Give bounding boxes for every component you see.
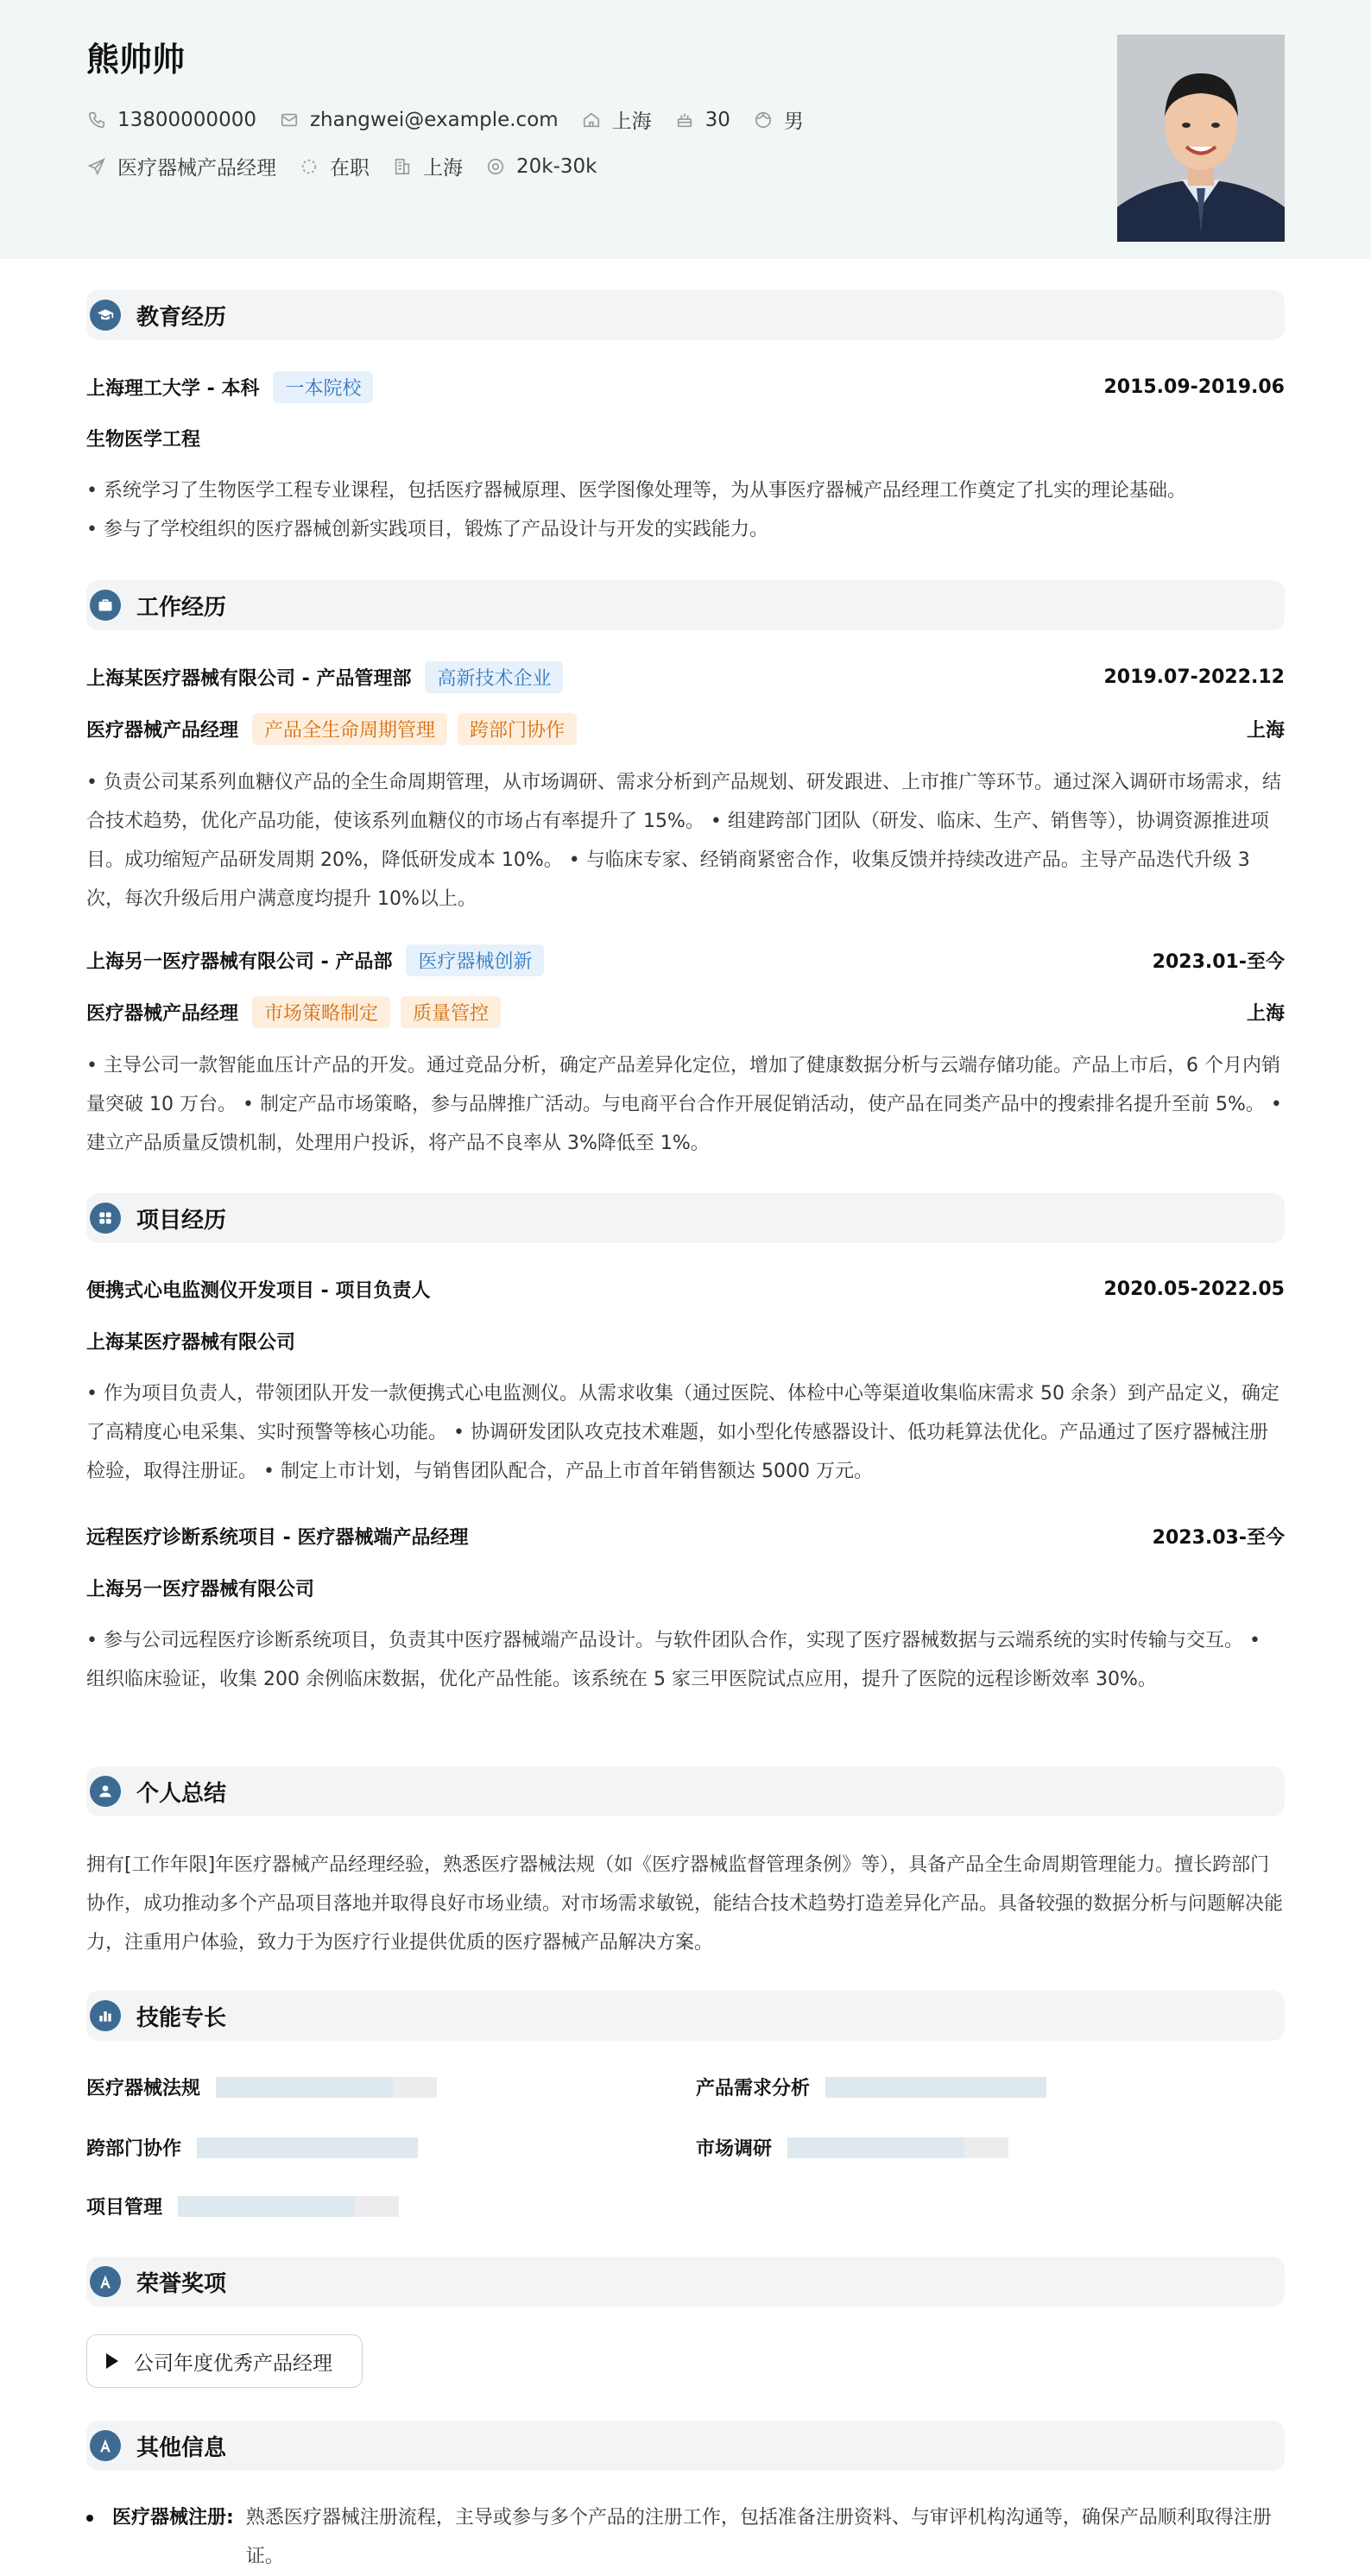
cake-icon	[674, 110, 695, 130]
major-row	[86, 425, 1285, 451]
company-tag: 高新技术企业	[425, 661, 563, 693]
skill-name: 医疗器械法规	[86, 2078, 201, 2099]
job-role-row	[86, 713, 1285, 745]
skill-bar	[178, 2196, 399, 2217]
home-icon	[581, 110, 602, 130]
phone-info	[86, 109, 256, 131]
project-description: • 作为项目负责人，带领团队开发一款便携式心电监测仪。从需求收集（通过医院、体检中心等渠道收集临床需求 50 余条）到产品定义，确定了高精度心电采集、实时预警等核心功能。 • 协调研发团队攻克技术难题，如小型化传感器设计、低功耗算法优化。产品通过了医疗器械注册检验，取得注册证。 • 制定上市计划，与销售团队配合，产品上市首年销售额达 5000 万元。	[86, 1383, 1279, 1482]
job-intent-row	[86, 152, 619, 180]
job-description: • 负责公司某系列血糖仪产品的全生命周期管理，从市场调研、需求分析到产品规划、研发跟进、上市推广等环节。通过深入调研市场需求，结合技术趋势，优化产品功能，使该系列血糖仪的市场占有率提升了 15%。 • 组建跨部门团队（研发、临床、生产、销售等），协调资源推进项目。成功缩短产品研发周期 20%，降低研发成本 10%。 • 与临床专家、经销商紧密合作，收集反馈并持续改进产品。主导产品迭代升级 3 次，每次升级后用户满意度均提升 10%以上。	[86, 772, 1281, 910]
other-section-header	[86, 2421, 1285, 2471]
loading-icon	[299, 156, 319, 177]
position-text: 医疗器械产品经理	[117, 157, 276, 180]
salary-info	[485, 155, 597, 178]
send-icon	[86, 156, 107, 177]
project-header	[86, 1276, 1285, 1303]
project-date: 2020.05-2022.05	[1103, 1279, 1285, 1300]
other-title: 其他信息	[136, 2434, 227, 2461]
awards-section-header	[86, 2257, 1285, 2307]
work-title: 工作经历	[136, 594, 227, 621]
contact-row	[86, 105, 826, 134]
expected-city-info	[392, 152, 463, 180]
coin-icon	[485, 156, 506, 177]
summary-title: 个人总结	[136, 1780, 227, 1807]
education-detail-item: • 参与了学校组织的医疗器械创新实践项目，锻炼了产品设计与开发的实践能力。	[86, 519, 768, 540]
job-role: 医疗器械产品经理	[86, 720, 239, 742]
status-text: 在职	[330, 157, 370, 180]
school-name: 上海理工大学 - 本科	[86, 378, 260, 400]
gender-info	[753, 105, 804, 134]
project-name: 远程医疗诊断系统项目 - 医疗器械端产品经理	[86, 1527, 469, 1549]
profile-photo	[1117, 35, 1285, 242]
role-tag: 市场策略制定	[252, 996, 390, 1028]
skills-section-header	[86, 1991, 1285, 2041]
bullet-dot	[86, 2515, 93, 2522]
job-role-row	[86, 996, 1285, 1028]
other-info-item	[86, 2498, 1285, 2576]
project-company-row	[86, 1328, 1285, 1354]
project-date: 2023.03-至今	[1152, 1527, 1285, 1549]
summary-text: 拥有[工作年限]年医疗器械产品经理经验，熟悉医疗器械法规（如《医疗器械监督管理条例》等），具备产品全生命周期管理能力。擅长跨部门协作，成功推动多个产品项目落地并取得良好市场业绩。对市场需求敏锐，能结合技术趋势打造差异化产品。具备较强的数据分析与问题解决能力，注重用户体验，致力于为医疗行业提供优质的医疗器械产品解决方案。	[86, 1854, 1284, 1954]
job-description: • 主导公司一款智能血压计产品的开发。通过竞品分析，确定产品差异化定位，增加了健康数据分析与云端存储功能。产品上市后，6 个月内销量突破 10 万台。 • 制定产品市场策略，参与品牌推广活动。与电商平台合作开展促销活动，使产品在同类产品中的搜索排名提升至前 5%。 • 建立产品质量反馈机制，处理用户投诉，将产品不良率从 3%降低至 1%。	[86, 1055, 1282, 1154]
job-header	[86, 944, 1285, 976]
skill-name: 产品需求分析	[696, 2078, 811, 2099]
info-icon	[90, 2430, 121, 2461]
play-icon	[106, 2353, 118, 2369]
age-text: 30	[704, 108, 730, 131]
other-info-text: 熟悉医疗器械注册流程，主导或参与多个产品的注册工作，包括准备注册资料、与审评机构沟通等，确保产品顺利取得注册证。	[245, 2507, 1272, 2567]
school-tag: 一本院校	[273, 371, 373, 403]
education-date: 2015.09-2019.06	[1103, 376, 1285, 398]
age-info	[674, 109, 730, 131]
avatar	[1117, 35, 1285, 242]
gender-text: 男	[783, 110, 804, 133]
skill-bar	[787, 2137, 1008, 2158]
graduation-cap-icon	[90, 300, 121, 331]
job-date: 2019.07-2022.12	[1103, 666, 1285, 688]
education-detail-item: • 系统学习了生物医学工程专业课程，包括医疗器械原理、医学图像处理等，为从事医疗器械产品经理工作奠定了扎实的理论基础。	[86, 480, 1186, 502]
education-title: 教育经历	[136, 304, 227, 331]
resume-header	[0, 0, 1371, 259]
status-info	[299, 152, 370, 180]
other-info-label: 医疗器械注册:	[112, 2507, 234, 2529]
role-tag: 跨部门协作	[458, 713, 577, 745]
position-info	[86, 152, 276, 180]
major-name: 生物医学工程	[86, 429, 201, 451]
skills-title: 技能专长	[136, 2005, 227, 2031]
job-date: 2023.01-至今	[1152, 951, 1285, 973]
project-company: 上海某医疗器械有限公司	[86, 1332, 296, 1354]
awards-title: 荣誉奖项	[136, 2270, 227, 2297]
education-entry-header	[86, 371, 1285, 403]
award-item[interactable]	[86, 2334, 363, 2388]
skill-name: 跨部门协作	[86, 2138, 182, 2160]
award-text: 公司年度优秀产品经理	[134, 2352, 332, 2375]
skill-item	[696, 2074, 1046, 2100]
email-text: zhangwei@example.com	[309, 108, 559, 131]
project-section-header	[86, 1193, 1285, 1243]
education-section-header	[86, 290, 1285, 340]
candidate-name: 熊帅帅	[86, 41, 186, 79]
education-details	[86, 471, 1285, 549]
city-info	[581, 105, 652, 134]
role-tag: 产品全生命周期管理	[252, 713, 447, 745]
skill-item	[86, 2134, 418, 2161]
city-text: 上海	[611, 110, 652, 133]
company-tag: 医疗器械创新	[406, 944, 544, 976]
briefcase-icon	[90, 590, 121, 621]
job-company: 上海某医疗器械有限公司 - 产品管理部	[86, 668, 412, 690]
project-title: 项目经历	[136, 1207, 227, 1234]
skill-bar	[825, 2077, 1046, 2098]
bar-chart-icon	[90, 2000, 121, 2031]
role-tag: 质量管控	[401, 996, 501, 1028]
expected-city-text: 上海	[423, 157, 463, 180]
job-company: 上海另一医疗器械有限公司 - 产品部	[86, 951, 393, 973]
project-description: • 参与公司远程医疗诊断系统项目，负责其中医疗器械端产品设计。与软件团队合作，实现了医疗器械数据与云端系统的实时传输与交互。 • 组织临床验证，收集 200 余例临床数据，优化产品性能。该系统在 5 家三甲医院试点应用，提升了医院的远程诊断效率 30%。	[86, 1630, 1260, 1690]
skill-name: 市场调研	[696, 2138, 773, 2160]
project-name: 便携式心电监测仪开发项目 - 项目负责人	[86, 1280, 431, 1302]
work-section-header	[86, 580, 1285, 630]
project-header	[86, 1523, 1285, 1550]
project-company-row	[86, 1575, 1285, 1601]
face-icon	[753, 110, 774, 130]
skill-bar	[197, 2137, 418, 2158]
job-location: 上海	[1246, 720, 1285, 742]
skill-name: 项目管理	[86, 2197, 163, 2219]
grid-icon	[90, 1203, 121, 1234]
user-icon	[90, 1776, 121, 1807]
building-icon	[392, 156, 413, 177]
skill-item	[696, 2134, 1008, 2161]
skill-bar	[216, 2077, 437, 2098]
mail-icon	[279, 110, 300, 130]
job-role: 医疗器械产品经理	[86, 1003, 239, 1025]
project-company: 上海另一医疗器械有限公司	[86, 1579, 315, 1601]
summary-section-header	[86, 1766, 1285, 1816]
job-header	[86, 661, 1285, 693]
award-icon	[90, 2266, 121, 2297]
skill-item	[86, 2074, 437, 2100]
skill-item	[86, 2193, 399, 2219]
job-location: 上海	[1246, 1003, 1285, 1025]
phone-text: 13800000000	[117, 108, 256, 131]
email-info	[279, 109, 559, 131]
phone-icon	[86, 110, 107, 130]
salary-text: 20k-30k	[516, 155, 597, 178]
